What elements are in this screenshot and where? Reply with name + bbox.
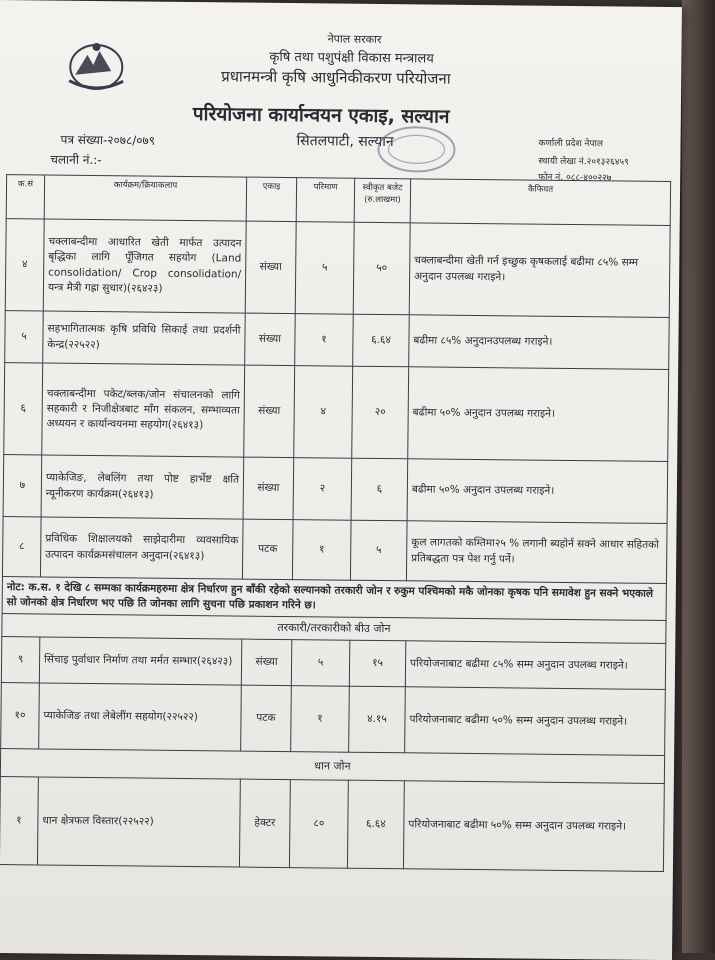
dispatch-number: चलानी नं.:- <box>50 152 102 168</box>
row-sn: ४ <box>5 219 44 311</box>
row-sn: ६ <box>4 363 43 455</box>
row-budget: ६.६४ <box>347 781 404 870</box>
header-sn: क.सं <box>6 175 44 219</box>
table-row <box>4 363 669 462</box>
row-budget: १५ <box>349 641 405 688</box>
row-sn: ५ <box>5 311 44 363</box>
row-quantity: ५ <box>291 640 349 687</box>
province-name: कर्णाली प्रदेश नेपाल <box>538 138 604 150</box>
letterhead <box>0 0 682 187</box>
row-program: प्याकेजिङ, लेबलिंग तथा पोष्ट हार्भेष्ट क्षति न्यूनीकरण कार्यक्रम(२६४१३) <box>41 455 244 519</box>
row-unit: संख्या <box>245 313 296 366</box>
ministry-name: कृषि तथा पशुपंक्षी विकास मन्त्रालय <box>269 49 434 67</box>
phone-number: फोन नं. ०८८-४००२२७ <box>538 172 612 184</box>
row-sn: १० <box>1 683 40 749</box>
row-program: चक्लाबन्दीमा पकेट/ब्लक/जोन संचालनको लागि सहकारी र निजीक्षेत्रबाट माँग संकलन, सम्भाव्यता अध्ययन र कार्यान्वयनमा सहयोग(२६४१३) <box>42 363 245 457</box>
row-program: प्याकेजिङ तथा लेबेलींग सहयोग(२२५२२) <box>39 683 242 751</box>
row-budget: २० <box>352 366 409 459</box>
row-program: चक्लाबन्दीमा आधारित खेती मार्फत उत्पादन बृद्धिका लागि पूँजिगत सहयोग (Land consolidation/ Crop consolidation/यन्त्र मैत्री गह्रा सुधार)(२६४२३) <box>43 219 246 313</box>
table-row <box>1 637 665 690</box>
row-quantity: १ <box>291 686 350 753</box>
row-sn: ७ <box>3 455 42 517</box>
table-header-row <box>6 175 670 226</box>
emblem-icon <box>61 35 132 100</box>
unit-name: परियोजना कार्यान्वयन एकाइ, सल्यान <box>192 103 450 128</box>
section-paddy: धान जोन <box>0 749 664 784</box>
row-budget: ६ <box>351 458 408 521</box>
row-budget: ५ <box>350 520 407 581</box>
row-unit: हेक्टर <box>239 779 290 868</box>
row-quantity: १ <box>295 314 354 367</box>
row-unit: पटक <box>241 685 292 752</box>
row-remarks: बढीमा ५०% अनुदान उपलब्ध गराइने। <box>407 459 668 524</box>
row-program: प्रविधिक शिक्षालयको साझेदारीमा व्यवसायिक उत्पादन कार्यक्रमसंचालन अनुदान(२६४१३) <box>40 517 243 579</box>
row-program: सहभागितात्मक कृषि प्रविधि सिकाई तथा प्रदर्शनी केन्द्र(२२५२२) <box>43 311 246 365</box>
row-unit: संख्या <box>245 221 296 314</box>
govt-name: नेपाल सरकार <box>327 32 382 46</box>
row-remarks: परियोजनाबाट बढीमा ८५% सम्म अनुदान उपलब्ध गराइने। <box>405 641 665 690</box>
table-row <box>5 311 670 370</box>
row-sn: ८ <box>2 517 41 577</box>
row-remarks: चक्लाबन्दीमा खेती गर्न इच्छुक कृषकलाई बढीमा ८५% सम्म अनुदान उपलब्ध गराइने। <box>409 223 670 318</box>
header-remarks: कैफियत <box>410 179 670 226</box>
table-row <box>2 517 667 584</box>
row-unit: संख्या <box>244 365 295 458</box>
header-quantity: परिमाण <box>296 178 354 223</box>
row-sn: १ <box>0 777 38 865</box>
row-remarks: परियोजनाबाट बढीमा ५०% सम्म अनुदान उपलब्ध गराइने। <box>403 781 664 872</box>
row-remarks: कूल लागतको कम्तिमा२५ % लगानी ब्यहोर्न सक्ने आधार सहितको प्रतिबद्धता पत्र पेश गर्नु पर्ने। <box>406 521 667 584</box>
row-unit: पटक <box>242 519 293 580</box>
row-remarks: परियोजनाबाट बढीमा ५०% सम्म अनुदान उपलब्ध गराइने। <box>405 687 666 756</box>
table-row <box>3 455 668 524</box>
table-row <box>5 219 670 318</box>
row-quantity: ५ <box>295 222 354 315</box>
account-number: स्थायी लेखा नं.२०१३२६४५९ <box>538 156 629 168</box>
row-program: धान क्षेत्रफल विस्तार(२२५२२) <box>37 777 240 867</box>
row-unit: संख्या <box>241 639 291 686</box>
row-remarks: बढीमा ८५% अनुदानउपलब्ध गराइने। <box>409 315 670 370</box>
row-unit: संख्या <box>243 457 294 520</box>
row-program: सिंचाइ पुर्वाधार निर्माण तथा मर्मत सम्भार(२६४२३) <box>39 637 241 685</box>
place-name: सितलपाटी, सल्यान <box>296 133 394 151</box>
office-stamp-icon <box>374 122 459 177</box>
header-budget: स्वीकृत बजेट (रु.लाखमा) <box>354 178 410 223</box>
row-budget: ६.६४ <box>353 314 410 367</box>
program-table <box>0 174 671 872</box>
table-row <box>1 683 666 756</box>
row-quantity: २ <box>293 458 352 521</box>
row-budget: ५० <box>353 222 410 315</box>
header-program: कार्यक्रम/क्रियाकलाप <box>44 175 246 221</box>
project-name: प्रधानमन्त्री कृषि आधुनिकीकरण परियोजना <box>221 67 451 88</box>
letter-number: पत्र संख्या-२०७८/०७९ <box>60 132 156 148</box>
row-remarks: बढीमा ५०% अनुदान उपलब्ध गराइने। <box>408 367 669 462</box>
row-budget: ४.१५ <box>349 687 406 754</box>
background-edge <box>682 0 715 953</box>
section-vegetable: तरकारी/तरकारीको बीउ जोन <box>2 614 666 644</box>
table-row <box>0 777 664 872</box>
row-quantity: ८० <box>289 780 348 869</box>
row-quantity: ४ <box>294 366 353 459</box>
row-sn: ९ <box>1 637 39 683</box>
header-unit: एकाइ <box>246 177 296 222</box>
note-text: नोट: क.स. १ देखि ८ सम्मका कार्यक्रमहरुमा क्षेत्र निर्धारण हुन बाँकी रहेको सल्यानको तरकारी जोन र रुकुम पश्चिमको मकै जोनका कृषक पनि समावेश हुन सक्ने भएकाले सो जोनको क्षेत्र निर्धारण भए पछि ति जोनका लागि सुचना पछि प्रकाशन गरिने छ। <box>2 577 666 621</box>
row-quantity: १ <box>292 520 351 581</box>
